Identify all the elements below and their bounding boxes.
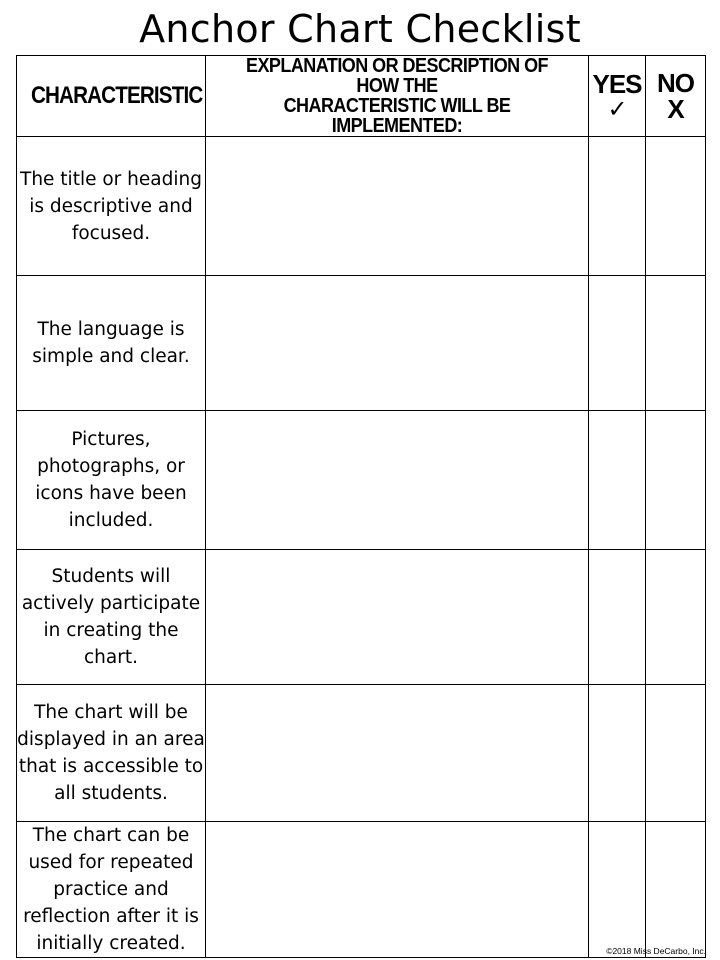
yes-cell[interactable] xyxy=(589,822,646,958)
table-row xyxy=(17,822,706,958)
table-row xyxy=(17,411,706,550)
table-row xyxy=(17,550,706,685)
checklist-table xyxy=(16,55,706,958)
table-row xyxy=(17,137,706,276)
no-cell[interactable] xyxy=(646,550,706,685)
header-explanation-line1: EXPLANATION OR DESCRIPTION OF HOW THE xyxy=(245,55,549,97)
yes-cell[interactable] xyxy=(589,137,646,276)
header-explanation-line2: CHARACTERISTIC WILL BE IMPLEMENTED: xyxy=(283,95,511,137)
explanation-cell[interactable] xyxy=(206,550,589,685)
explanation-cell[interactable] xyxy=(206,411,589,550)
table-row xyxy=(17,276,706,411)
characteristic-cell: Pictures, photographs, or icons have been included. xyxy=(17,411,206,550)
characteristic-cell: Students will actively participate in creating the chart. xyxy=(17,550,206,685)
no-cell[interactable] xyxy=(646,137,706,276)
explanation-cell[interactable] xyxy=(206,137,589,276)
x-mark-icon: X xyxy=(667,94,684,124)
yes-cell[interactable] xyxy=(589,550,646,685)
copyright-footer: ©2018 Miss DeCarbo, Inc. xyxy=(606,946,706,956)
explanation-cell[interactable] xyxy=(206,685,589,822)
checkmark-icon: ✓ xyxy=(607,95,627,123)
header-yes-label: YES xyxy=(592,69,642,99)
page-title: Anchor Chart Checklist xyxy=(139,7,581,51)
characteristic-cell: The language is simple and clear. xyxy=(17,276,206,411)
characteristic-cell: The chart can be used for repeated practice and reflection after it is initially created. xyxy=(17,822,206,958)
no-cell[interactable] xyxy=(646,411,706,550)
explanation-cell[interactable] xyxy=(206,276,589,411)
header-characteristic xyxy=(17,56,206,137)
characteristic-cell: The title or heading is descriptive and focused. xyxy=(17,137,206,276)
header-characteristic-label: CHARACTERISTIC xyxy=(30,82,203,109)
header-explanation xyxy=(206,56,589,137)
explanation-cell[interactable] xyxy=(206,822,589,958)
characteristic-cell: The chart will be displayed in an area that is accessible to all students. xyxy=(17,685,206,822)
yes-cell[interactable] xyxy=(589,685,646,822)
header-row xyxy=(17,56,706,137)
header-no xyxy=(646,56,706,137)
yes-cell[interactable] xyxy=(589,411,646,550)
header-no-label: NO xyxy=(657,68,694,98)
no-cell[interactable] xyxy=(646,276,706,411)
yes-cell[interactable] xyxy=(589,276,646,411)
table-row xyxy=(17,685,706,822)
header-yes xyxy=(589,56,646,137)
no-cell[interactable] xyxy=(646,822,706,958)
no-cell[interactable] xyxy=(646,685,706,822)
